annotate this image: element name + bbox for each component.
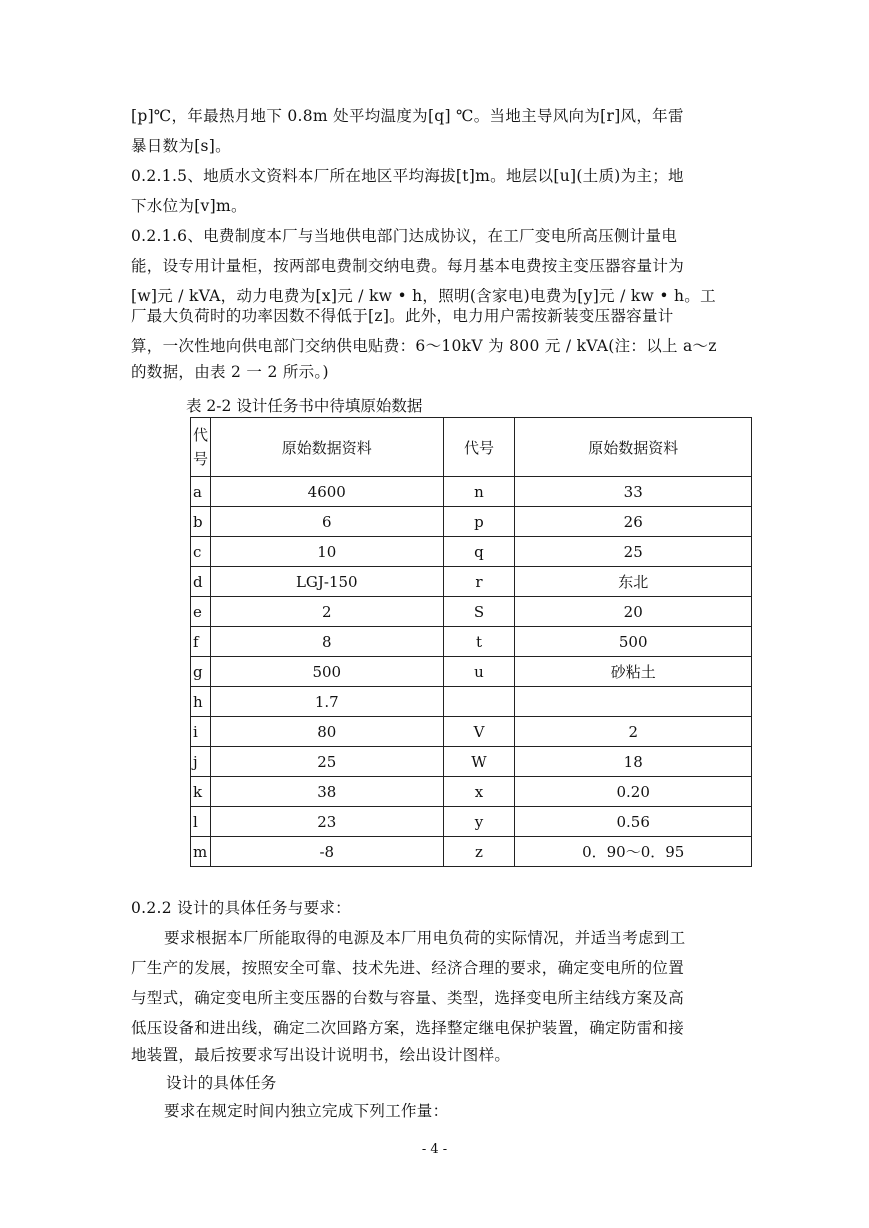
paragraph-line: 0.2.1.5、地质水文资料本厂所在地区平均海拔[t]m。地层以[u](土质)为主；地: [131, 167, 684, 185]
section-body-line: 与型式，确定变电所主变压器的台数与容量、类型，选择变电所主结线方案及高: [131, 989, 685, 1007]
cell-value: 东北: [515, 567, 752, 597]
paragraph-line: 的数据，由表 2 一 2 所示。): [131, 363, 329, 381]
table-row: [191, 627, 752, 657]
cell-code: m: [191, 837, 211, 867]
cell-code: u: [443, 657, 515, 687]
cell-value: 4600: [210, 477, 443, 507]
cell-code: x: [443, 777, 515, 807]
cell-code: z: [443, 837, 515, 867]
cell-value: 0．90～0．95: [515, 837, 752, 867]
header-code-1: [191, 418, 211, 477]
cell-value: -8: [210, 837, 443, 867]
cell-code: e: [191, 597, 211, 627]
cell-value: 10: [210, 537, 443, 567]
cell-code: r: [443, 567, 515, 597]
paragraph-line: 能，设专用计量柜，按两部电费制交纳电费。每月基本电费按主变压器容量计为: [131, 257, 685, 275]
section-body-line: 低压设备和进出线，确定二次回路方案，选择整定继电保护装置，确定防雷和接: [131, 1019, 685, 1037]
cell-code: k: [191, 777, 211, 807]
section-subheading: 设计的具体任务: [166, 1074, 277, 1092]
cell-code: W: [443, 747, 515, 777]
table-row: [191, 597, 752, 627]
cell-value: 18: [515, 747, 752, 777]
table-row: [191, 837, 752, 867]
cell-value: 1.7: [210, 687, 443, 717]
cell-value: 38: [210, 777, 443, 807]
paragraph-line: 0.2.1.6、电费制度本厂与当地供电部门达成协议，在工厂变电所高压侧计量电: [131, 227, 678, 245]
cell-value: 0.56: [515, 807, 752, 837]
section-body-line: 地装置，最后按要求写出设计说明书，绘出设计图样。: [131, 1046, 511, 1064]
cell-value: 20: [515, 597, 752, 627]
table-caption: 表 2-2 设计任务书中待填原始数据: [186, 397, 423, 415]
raw-data-table: [190, 417, 752, 867]
table-row: [191, 567, 752, 597]
cell-value: 500: [515, 627, 752, 657]
section-last-line: 要求在规定时间内独立完成下列工作量：: [164, 1102, 449, 1120]
cell-code: d: [191, 567, 211, 597]
page-number: - 4 -: [421, 1142, 448, 1157]
cell-value: 8: [210, 627, 443, 657]
cell-value: 2: [210, 597, 443, 627]
section-body-line: 厂生产的发展，按照安全可靠、技术先进、经济合理的要求，确定变电所的位置: [131, 959, 685, 977]
cell-code: h: [191, 687, 211, 717]
cell-code: c: [191, 537, 211, 567]
cell-value: 80: [210, 717, 443, 747]
cell-code: n: [443, 477, 515, 507]
cell-value: [515, 687, 752, 717]
cell-code: f: [191, 627, 211, 657]
cell-value: 25: [210, 747, 443, 777]
section-body-line: 要求根据本厂所能取得的电源及本厂用电负荷的实际情况，并适当考虑到工: [164, 929, 686, 947]
cell-value: LGJ-150: [210, 567, 443, 597]
table-row: [191, 537, 752, 567]
table-row: [191, 717, 752, 747]
cell-code: b: [191, 507, 211, 537]
cell-code: l: [191, 807, 211, 837]
cell-code: t: [443, 627, 515, 657]
paragraph-line: [p]℃，年最热月地下 0.8m 处平均温度为[q] ℃。当地主导风向为[r]风，年雷: [131, 107, 684, 125]
cell-code: y: [443, 807, 515, 837]
cell-value: 2: [515, 717, 752, 747]
paragraph-line: 下水位为[v]m。: [131, 197, 247, 215]
cell-code: i: [191, 717, 211, 747]
cell-code: a: [191, 477, 211, 507]
cell-value: 0.20: [515, 777, 752, 807]
cell-value: 25: [515, 537, 752, 567]
cell-value: 6: [210, 507, 443, 537]
cell-value: 26: [515, 507, 752, 537]
paragraph-line: 厂最大负荷时的功率因数不得低于[z]。此外，电力用户需按新装变压器容量计: [131, 307, 674, 325]
table-row: [191, 777, 752, 807]
table-row: [191, 807, 752, 837]
paragraph-line: 暴日数为[s]。: [131, 137, 231, 155]
cell-code: V: [443, 717, 515, 747]
paragraph-line: [w]元 / kVA，动力电费为[x]元 / kw • h，照明(含家电)电费为[y]元 / kw • h。工: [131, 287, 716, 305]
cell-code: p: [443, 507, 515, 537]
header-data-1: 原始数据资料: [210, 418, 443, 477]
cell-value: 500: [210, 657, 443, 687]
cell-code: j: [191, 747, 211, 777]
cell-value: 23: [210, 807, 443, 837]
table-row: [191, 657, 752, 687]
cell-code: S: [443, 597, 515, 627]
table-row: [191, 507, 752, 537]
cell-code: [443, 687, 515, 717]
section-heading: 0.2.2 设计的具体任务与要求：: [131, 899, 351, 917]
cell-value: 33: [515, 477, 752, 507]
cell-value: 砂粘土: [515, 657, 752, 687]
header-code-2: 代号: [443, 418, 515, 477]
table-header-row: [191, 418, 752, 477]
cell-code: g: [191, 657, 211, 687]
header-data-2: 原始数据资料: [515, 418, 752, 477]
paragraph-line: 算，一次性地向供电部门交纳供电贴费：6～10kV 为 800 元 / kVA(注：以上 a～z: [131, 337, 717, 355]
table-row: [191, 687, 752, 717]
header-code-label: 代号: [193, 426, 209, 468]
cell-code: q: [443, 537, 515, 567]
table-row: [191, 747, 752, 777]
table-row: [191, 477, 752, 507]
